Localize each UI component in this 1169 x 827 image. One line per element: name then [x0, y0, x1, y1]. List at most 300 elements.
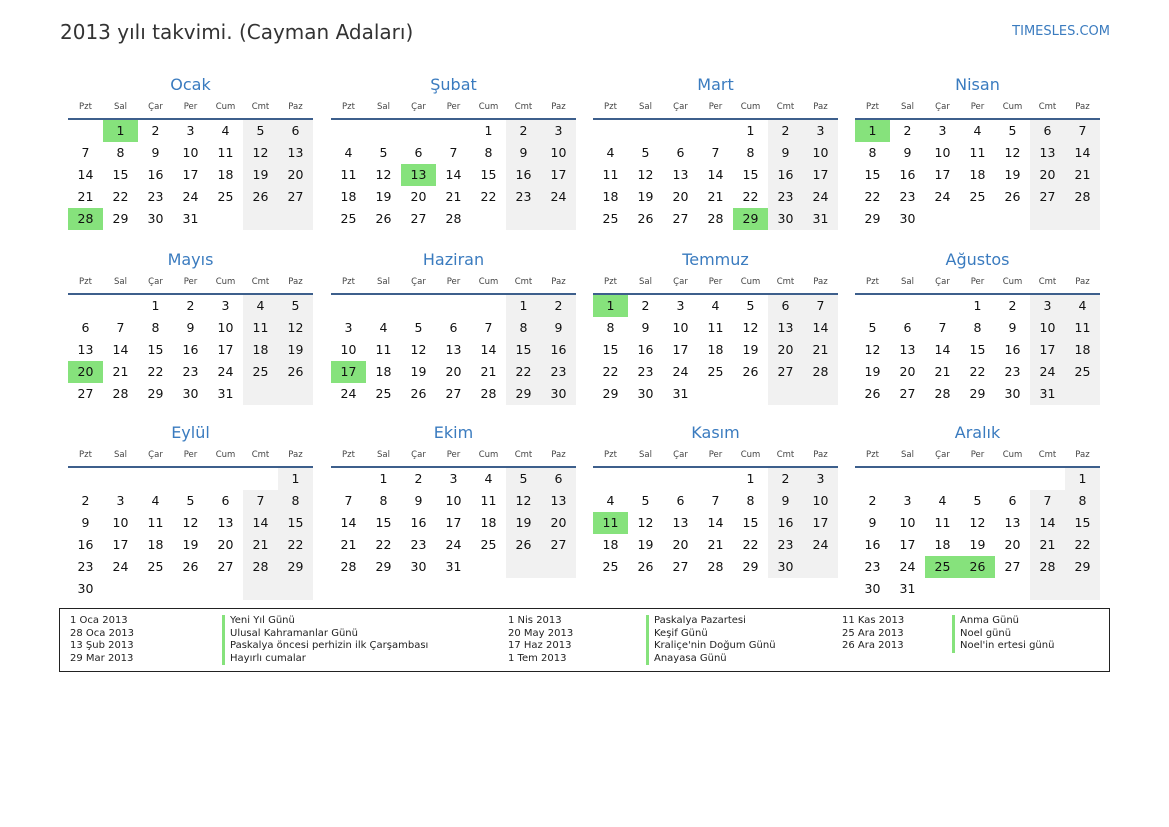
weekday-header — [331, 271, 576, 295]
weekday-label: Çar — [411, 450, 426, 460]
empty-cell — [243, 578, 278, 600]
day-cell: 9 — [1008, 320, 1017, 335]
empty-cell — [995, 208, 1030, 230]
day-cell: 20 — [541, 512, 576, 534]
day-cell: 10 — [672, 320, 689, 335]
day-cell: 22 — [969, 364, 986, 379]
day-cell: 8 — [746, 145, 755, 160]
day-cell: 21 — [803, 339, 838, 361]
day-cell: 11 — [480, 493, 497, 508]
empty-cell — [506, 208, 541, 230]
day-cell: 4 — [606, 493, 615, 508]
day-cell: 30 — [864, 581, 881, 596]
empty-cell — [855, 295, 890, 317]
empty-cell — [471, 556, 506, 578]
page-title: 2013 yılı takvimi. (Cayman Adaları) — [60, 20, 414, 44]
day-cell: 28 — [243, 556, 278, 578]
weekday-label: Per — [183, 450, 198, 460]
day-cell: 30 — [1004, 386, 1021, 401]
empty-cell — [138, 578, 173, 600]
day-cell: 8 — [1065, 490, 1100, 512]
weekday-label: Paz — [551, 450, 566, 460]
weekday-label: Sal — [114, 277, 127, 287]
day-cell: 20 — [217, 537, 234, 552]
empty-cell — [68, 120, 103, 142]
day-cell: 9 — [151, 145, 160, 160]
day-cell: 24 — [217, 364, 234, 379]
day-cell: 25 — [1065, 361, 1100, 383]
empty-cell — [663, 120, 698, 142]
month-name: Aralık — [954, 423, 1001, 442]
day-cell: 8 — [379, 493, 388, 508]
day-cell: 25 — [243, 361, 278, 383]
day-cell: 15 — [278, 512, 313, 534]
month-name: Haziran — [422, 250, 485, 269]
day-cell: 19 — [637, 189, 654, 204]
month-name: Eylül — [171, 423, 210, 442]
weekday-label: Per — [970, 102, 985, 112]
weekday-label: Çar — [148, 277, 163, 287]
day-cell: 25 — [147, 559, 164, 574]
day-cell: 9 — [186, 320, 195, 335]
day-cell: 4 — [379, 320, 388, 335]
day-cell: 10 — [340, 342, 357, 357]
day-cell: 30 — [899, 211, 916, 226]
day-grid — [593, 120, 838, 230]
empty-cell — [698, 120, 733, 142]
month-name: Ocak — [170, 75, 211, 94]
weekday-label: Cum — [1002, 102, 1023, 112]
day-cell: 15 — [864, 167, 881, 182]
empty-cell — [103, 578, 138, 600]
day-cell: 29 — [506, 383, 541, 405]
day-cell: 29 — [147, 386, 164, 401]
weekday-label: Paz — [288, 277, 303, 287]
weekday-label: Cmt — [1038, 102, 1057, 112]
day-cell: 21 — [112, 364, 129, 379]
day-cell: 11 — [934, 515, 951, 530]
legend-date: 25 Ara 2013 — [842, 627, 904, 639]
day-cell: 29 — [602, 386, 619, 401]
day-cell: 15 — [147, 342, 164, 357]
weekday-label: Cmt — [1038, 277, 1057, 287]
day-cell: 29 — [969, 386, 986, 401]
weekday-header — [593, 444, 838, 468]
weekday-label: Sal — [639, 102, 652, 112]
day-cell: 11 — [217, 145, 234, 160]
day-cell: 28 — [803, 361, 838, 383]
legend-holiday-name: Keşif Günü — [646, 628, 776, 641]
weekday-label: Paz — [1075, 277, 1090, 287]
weekday-label: Sal — [901, 102, 914, 112]
day-cell: 2 — [506, 120, 541, 142]
day-cell: 7 — [938, 320, 947, 335]
day-cell: 18 — [243, 339, 278, 361]
day-cell: 22 — [480, 189, 497, 204]
day-cell: 30 — [768, 208, 803, 230]
month-name: Şubat — [430, 75, 477, 94]
day-cell: 19 — [278, 339, 313, 361]
day-cell: 12 — [506, 490, 541, 512]
day-cell: 2 — [768, 120, 803, 142]
day-cell: 23 — [77, 559, 94, 574]
legend-date: 17 Haz 2013 — [508, 640, 572, 651]
day-cell: 12 — [1004, 145, 1021, 160]
day-cell: 13 — [768, 317, 803, 339]
day-cell: 1 — [1065, 468, 1100, 490]
empty-cell — [593, 468, 628, 490]
weekday-label: Paz — [1075, 102, 1090, 112]
day-cell: 25 — [480, 537, 497, 552]
empty-cell — [960, 208, 995, 230]
month-block — [68, 74, 313, 230]
empty-cell — [436, 120, 471, 142]
legend-holiday-name: Noel'in ertesi günü — [952, 640, 1054, 653]
day-cell: 28 — [934, 386, 951, 401]
day-cell: 5 — [243, 120, 278, 142]
day-cell: 19 — [969, 537, 986, 552]
day-cell: 16 — [637, 342, 654, 357]
day-cell: 7 — [711, 145, 720, 160]
day-cell: 15 — [969, 342, 986, 357]
day-cell: 11 — [602, 167, 619, 182]
day-cell: 10 — [899, 515, 916, 530]
day-cell: 2 — [151, 123, 160, 138]
month-block — [593, 422, 838, 578]
weekday-label: Çar — [935, 102, 950, 112]
weekday-label: Sal — [901, 450, 914, 460]
empty-cell — [1030, 468, 1065, 490]
day-cell: 26 — [1004, 189, 1021, 204]
day-cell: 16 — [77, 537, 94, 552]
day-cell: 19 — [182, 537, 199, 552]
weekday-header — [68, 444, 313, 468]
day-cell: 12 — [182, 515, 199, 530]
day-cell: 28 — [112, 386, 129, 401]
day-cell: 11 — [1065, 317, 1100, 339]
day-cell: 18 — [480, 515, 497, 530]
weekday-label: Sal — [114, 102, 127, 112]
day-cell: 6 — [676, 493, 685, 508]
day-cell: 26 — [506, 534, 541, 556]
day-cell: 23 — [182, 364, 199, 379]
empty-cell — [138, 468, 173, 490]
weekday-label: Pzt — [866, 450, 879, 460]
day-cell: 24 — [803, 534, 838, 556]
day-cell: 30 — [77, 581, 94, 596]
day-cell: 3 — [676, 298, 685, 313]
day-cell: 26 — [637, 211, 654, 226]
day-cell: 4 — [711, 298, 720, 313]
day-cell: 3 — [541, 120, 576, 142]
day-cell: 23 — [506, 186, 541, 208]
weekday-label: Per — [970, 277, 985, 287]
weekday-label: Per — [446, 102, 461, 112]
day-cell: 14 — [445, 167, 462, 182]
legend-date: 26 Ara 2013 — [842, 640, 904, 651]
legend-name-column — [646, 615, 776, 665]
day-cell: 3 — [903, 493, 912, 508]
weekday-label: Cum — [478, 102, 499, 112]
empty-cell — [436, 295, 471, 317]
day-cell: 3 — [938, 123, 947, 138]
weekday-label: Cmt — [1038, 450, 1057, 460]
day-cell: 15 — [480, 167, 497, 182]
weekday-header — [331, 96, 576, 120]
empty-cell — [803, 556, 838, 578]
empty-cell — [331, 120, 366, 142]
weekday-header — [855, 444, 1100, 468]
day-cell: 26 — [410, 386, 427, 401]
day-cell: 6 — [221, 493, 230, 508]
day-cell: 3 — [186, 123, 195, 138]
day-cell: 17 — [217, 342, 234, 357]
day-cell: 9 — [868, 515, 877, 530]
day-cell: 7 — [243, 490, 278, 512]
weekday-label: Pzt — [342, 102, 355, 112]
day-grid — [331, 295, 576, 405]
day-cell: 27 — [445, 386, 462, 401]
holiday-legend — [59, 608, 1110, 672]
day-cell: 29 — [375, 559, 392, 574]
day-cell: 23 — [768, 534, 803, 556]
day-cell: 16 — [768, 164, 803, 186]
weekday-label: Cum — [740, 450, 761, 460]
weekday-label: Cmt — [776, 277, 795, 287]
day-cell: 21 — [707, 189, 724, 204]
day-cell: 22 — [742, 189, 759, 204]
month-block — [331, 249, 576, 405]
weekday-label: Sal — [377, 277, 390, 287]
day-cell: 1 — [746, 123, 755, 138]
weekday-label: Per — [970, 450, 985, 460]
legend-holiday-name: Yeni Yıl Günü — [222, 615, 428, 628]
empty-cell — [208, 468, 243, 490]
day-cell: 19 — [506, 512, 541, 534]
day-cell: 25 — [602, 559, 619, 574]
day-cell: 6 — [1030, 120, 1065, 142]
day-cell: 1 — [484, 123, 493, 138]
day-cell: 16 — [899, 167, 916, 182]
empty-cell — [1065, 578, 1100, 600]
weekday-label: Çar — [411, 102, 426, 112]
day-cell: 15 — [742, 167, 759, 182]
day-cell: 12 — [410, 342, 427, 357]
day-cell: 27 — [77, 386, 94, 401]
day-cell: 3 — [344, 320, 353, 335]
weekday-label: Per — [708, 450, 723, 460]
day-cell: 19 — [742, 342, 759, 357]
weekday-label: Pzt — [604, 102, 617, 112]
day-cell: 4 — [151, 493, 160, 508]
day-cell: 14 — [480, 342, 497, 357]
day-cell: 28 — [445, 211, 462, 226]
day-cell: 26 — [864, 386, 881, 401]
day-cell: 25 — [375, 386, 392, 401]
weekday-label: Cmt — [251, 277, 270, 287]
day-cell: 18 — [707, 342, 724, 357]
weekday-label: Sal — [114, 450, 127, 460]
empty-cell — [243, 468, 278, 490]
weekday-label: Cum — [215, 277, 236, 287]
day-cell: 29 — [864, 211, 881, 226]
day-cell: 18 — [934, 537, 951, 552]
day-cell: 17 — [1030, 339, 1065, 361]
day-cell: 28 — [707, 559, 724, 574]
weekday-label: Per — [183, 102, 198, 112]
day-cell: 1 — [973, 298, 982, 313]
empty-cell — [208, 578, 243, 600]
empty-cell — [366, 120, 401, 142]
day-cell: 1 — [103, 120, 138, 142]
day-cell: 18 — [217, 167, 234, 182]
day-cell: 25 — [707, 364, 724, 379]
day-cell: 2 — [81, 493, 90, 508]
day-grid — [68, 468, 313, 600]
empty-cell — [698, 468, 733, 490]
day-grid — [68, 295, 313, 405]
day-cell: 13 — [445, 342, 462, 357]
empty-cell — [960, 578, 995, 600]
day-cell: 20 — [1004, 537, 1021, 552]
weekday-header — [855, 271, 1100, 295]
day-cell: 17 — [672, 342, 689, 357]
day-cell: 2 — [768, 468, 803, 490]
day-cell: 8 — [606, 320, 615, 335]
day-cell: 17 — [803, 512, 838, 534]
day-cell: 10 — [803, 490, 838, 512]
day-cell: 3 — [221, 298, 230, 313]
day-cell: 6 — [768, 295, 803, 317]
month-block — [855, 422, 1100, 600]
weekday-header — [331, 444, 576, 468]
day-cell: 23 — [410, 537, 427, 552]
day-cell: 14 — [1065, 142, 1100, 164]
month-block — [593, 249, 838, 405]
day-cell: 7 — [449, 145, 458, 160]
day-cell: 8 — [278, 490, 313, 512]
day-cell: 5 — [973, 493, 982, 508]
day-cell: 8 — [746, 493, 755, 508]
day-cell: 11 — [147, 515, 164, 530]
day-cell: 22 — [147, 364, 164, 379]
day-cell: 10 — [445, 493, 462, 508]
day-cell: 6 — [541, 468, 576, 490]
day-cell: 18 — [602, 537, 619, 552]
day-cell: 1 — [506, 295, 541, 317]
day-cell: 5 — [868, 320, 877, 335]
empty-cell — [890, 295, 925, 317]
day-cell: 12 — [243, 142, 278, 164]
day-cell: 13 — [401, 164, 436, 186]
day-cell: 4 — [606, 145, 615, 160]
day-cell: 21 — [934, 364, 951, 379]
empty-cell — [663, 468, 698, 490]
day-cell: 22 — [112, 189, 129, 204]
day-cell: 13 — [672, 515, 689, 530]
brand-link[interactable]: TIMESLES.COM — [1012, 24, 1110, 39]
weekday-label: Pzt — [604, 277, 617, 287]
day-cell: 27 — [899, 386, 916, 401]
empty-cell — [243, 383, 278, 405]
legend-holiday-name: Anayasa Günü — [646, 653, 776, 666]
empty-cell — [68, 295, 103, 317]
day-cell: 13 — [278, 142, 313, 164]
month-name: Mart — [697, 75, 734, 94]
day-cell: 2 — [1008, 298, 1017, 313]
day-cell: 7 — [1065, 120, 1100, 142]
day-cell: 23 — [768, 186, 803, 208]
month-block — [331, 74, 576, 230]
day-cell: 4 — [344, 145, 353, 160]
month-name: Kasım — [691, 423, 740, 442]
month-block — [855, 74, 1100, 230]
day-cell: 8 — [868, 145, 877, 160]
day-cell: 16 — [506, 164, 541, 186]
day-cell: 29 — [112, 211, 129, 226]
day-cell: 18 — [1065, 339, 1100, 361]
day-cell: 9 — [541, 317, 576, 339]
weekday-header — [593, 271, 838, 295]
legend-date: 28 Oca 2013 — [70, 627, 135, 639]
weekday-label: Per — [446, 450, 461, 460]
day-cell: 31 — [182, 211, 199, 226]
day-cell: 4 — [938, 493, 947, 508]
day-cell: 6 — [449, 320, 458, 335]
weekday-label: Paz — [1075, 450, 1090, 460]
weekday-label: Per — [446, 277, 461, 287]
weekday-label: Cum — [1002, 450, 1023, 460]
empty-cell — [331, 468, 366, 490]
day-cell: 12 — [637, 167, 654, 182]
day-cell: 29 — [278, 556, 313, 578]
day-cell: 5 — [278, 295, 313, 317]
day-cell: 11 — [375, 342, 392, 357]
day-cell: 21 — [1065, 164, 1100, 186]
empty-cell — [103, 468, 138, 490]
day-cell: 7 — [711, 493, 720, 508]
weekday-header — [68, 271, 313, 295]
weekday-label: Cmt — [251, 450, 270, 460]
legend-date: 13 Şub 2013 — [70, 640, 134, 651]
day-cell: 11 — [969, 145, 986, 160]
day-cell: 4 — [484, 471, 493, 486]
day-cell: 27 — [672, 211, 689, 226]
weekday-label: Pzt — [866, 277, 879, 287]
day-cell: 13 — [1004, 515, 1021, 530]
day-cell: 4 — [243, 295, 278, 317]
day-cell: 7 — [116, 320, 125, 335]
empty-cell — [995, 578, 1030, 600]
day-cell: 25 — [217, 189, 234, 204]
empty-cell — [278, 383, 313, 405]
empty-cell — [506, 556, 541, 578]
day-cell: 13 — [541, 490, 576, 512]
day-cell: 19 — [410, 364, 427, 379]
day-cell: 5 — [1008, 123, 1017, 138]
day-cell: 5 — [641, 145, 650, 160]
weekday-label: Cmt — [776, 450, 795, 460]
day-cell: 10 — [541, 142, 576, 164]
day-cell: 14 — [77, 167, 94, 182]
day-cell: 16 — [410, 515, 427, 530]
day-cell: 27 — [217, 559, 234, 574]
day-cell: 27 — [410, 211, 427, 226]
day-cell: 20 — [68, 361, 103, 383]
day-cell: 17 — [182, 167, 199, 182]
empty-cell — [173, 578, 208, 600]
month-block — [855, 249, 1100, 405]
